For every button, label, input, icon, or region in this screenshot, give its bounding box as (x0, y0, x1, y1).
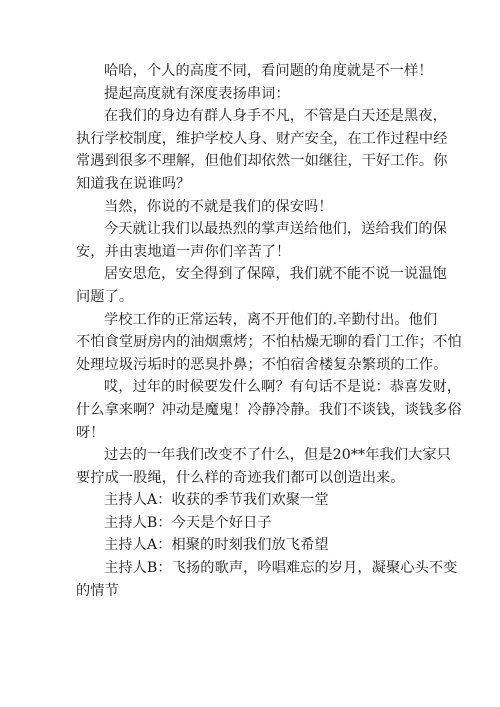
paragraph (76, 218, 447, 263)
paragraph-first-line: 提起高度就有深度表扬串词： (104, 85, 290, 102)
paragraph-line: 什么拿来啊？冲动是魔鬼！冷静冷静。我们不谈钱，谈钱多俗 (76, 401, 462, 418)
paragraph-first-line: 主持人A：相聚的时刻我们放飞希望 (104, 537, 329, 554)
document-body (76, 60, 462, 602)
paragraph (76, 444, 451, 489)
paragraph-first-line: 今天就让我们以最热烈的掌声送给他们，送给我们的保 (104, 221, 447, 238)
paragraph-line: 执行学校制度，维护学校人身、财产安全，在工作过程中经 (76, 130, 448, 147)
paragraph (76, 196, 422, 219)
paragraph (76, 60, 433, 83)
paragraph (76, 376, 462, 444)
paragraph-first-line: 在我们的身边有群人身手不凡，不管是白天还是黑夜， (104, 108, 447, 125)
paragraph (76, 83, 422, 106)
paragraph-first-line: 主持人B：今天是个好日子 (104, 514, 272, 531)
paragraph-first-line: 当然，你说的不就是我们的保安吗！ (104, 198, 333, 215)
paragraph-line: 呀！ (76, 424, 105, 441)
paragraph (76, 263, 447, 308)
paragraph-line: 不怕食堂厨房内的油烟熏烤；不怕枯燥无聊的看门工作；不怕 (76, 334, 462, 351)
paragraph (76, 512, 422, 535)
paragraph (76, 489, 422, 512)
paragraph-first-line: 哈哈，个人的高度不同，看问题的角度就是不一样！ (104, 63, 433, 79)
paragraph (76, 534, 422, 557)
paragraph-line: 问题了。 (76, 288, 134, 305)
paragraph-first-line: 主持人A：收获的季节我们欢聚一堂 (104, 492, 329, 509)
paragraph-first-line: 过去的一年我们改变不了什么，但是20**年我们大家只 (104, 447, 451, 464)
paragraph (76, 309, 462, 377)
paragraph (76, 105, 448, 195)
paragraph-line: 要拧成一股绳，什么样的奇迹我们都可以创造出来。 (76, 469, 405, 486)
paragraph-line: 知道我在说谁吗？ (76, 175, 191, 192)
paragraph-first-line: 哎，过年的时候要发什么啊？有句话不是说：恭喜发财， (104, 379, 462, 396)
paragraph-line: 的情节 (76, 582, 119, 599)
paragraph-first-line: 学校工作的正常运转，离不开他们的.辛勤付出。他们 (104, 311, 438, 328)
paragraph-line: 常遇到很多不理解，但他们却依然一如继往，干好工作。你 (76, 153, 448, 170)
paragraph-first-line: 居安思危，安全得到了保障，我们就不能不说一说温饱 (104, 266, 447, 283)
paragraph-line: 处理垃圾污垢时的恶臭扑鼻；不怕宿舍楼复杂繁琐的工作。 (76, 356, 448, 373)
paragraph-line: 安，并由衷地道一声你们辛苦了！ (76, 243, 291, 260)
paragraph-first-line: 主持人B：飞扬的歌声，吟唱难忘的岁月，凝聚心头不变 (104, 560, 458, 577)
paragraph (76, 557, 458, 602)
